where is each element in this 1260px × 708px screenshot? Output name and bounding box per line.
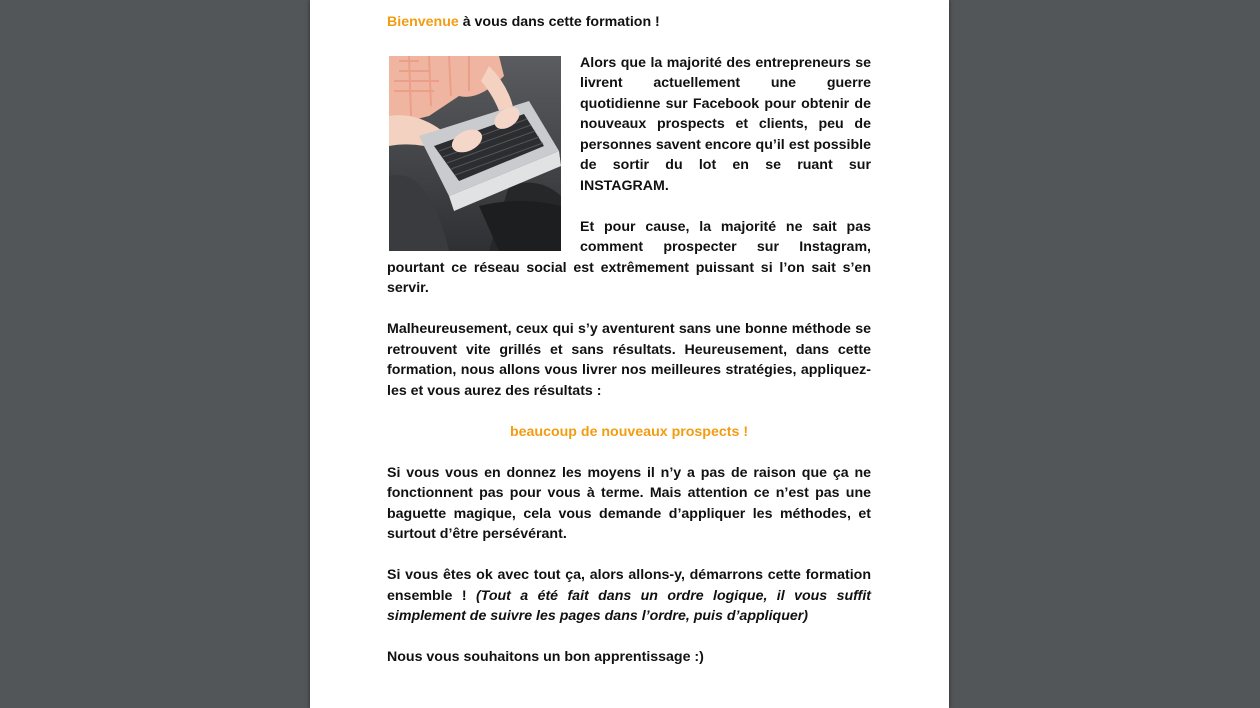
document-page: [310, 0, 949, 708]
paragraph-3: Malheureusement, ceux qui s’y aventurent sans une bonne méthode se retrouvent vite grillés et sans résultats. Heureusement, dans cette formation, nous allons vous livrer nos meilleures stratégies, appliquez-les et vous aurez des résultats :: [387, 321, 871, 399]
closing-line: Nous vous souhaitons un bon apprentissage :): [387, 649, 704, 665]
page-content: [387, 0, 871, 688]
paragraph-4: Si vous vous en donnez les moyens il n’y a pas de raison que ça ne fonctionnent pas pour vous à terme. Mais attention ce n’est pas une baguette magique, cela vous demande d’appliquer les méthodes, et surtout d’être persévérant.: [387, 464, 871, 542]
highlight-line: beaucoup de nouveaux prospects !: [509, 423, 749, 440]
paragraph-5-main: Si vous êtes ok avec tout ça, alors allons-y, démarrons cette formation ensemble !: [387, 567, 871, 604]
laptop-photo: [389, 56, 561, 251]
paragraph-5-italic: (Tout a été fait dans un ordre logique, il vous suffit simplement de suivre les pages dans l’ordre, puis d’appliquer): [387, 587, 871, 624]
welcome-line: [387, 0, 871, 33]
welcome-accent: Bienvenue: [387, 14, 459, 30]
laptop-photo-illustration: [389, 56, 561, 251]
paragraph-5: [387, 565, 871, 627]
paragraph-2: Et pour cause, la majorité ne sait pas comment prospecter sur Instagram, pourtant ce réseau social est extrêmement puissant si l’on sait s’en servir.: [387, 218, 871, 296]
welcome-text: à vous dans cette formation !: [458, 14, 660, 30]
paragraph-1: Alors que la majorité des entrepreneurs se livrent actuellement une guerre quotidienne sur Facebook pour obtenir de nouveaux prospects et clients, peu de personnes savent encore qu’il est possible de sortir du lot en se ruant sur INSTAGRAM.: [580, 54, 871, 194]
